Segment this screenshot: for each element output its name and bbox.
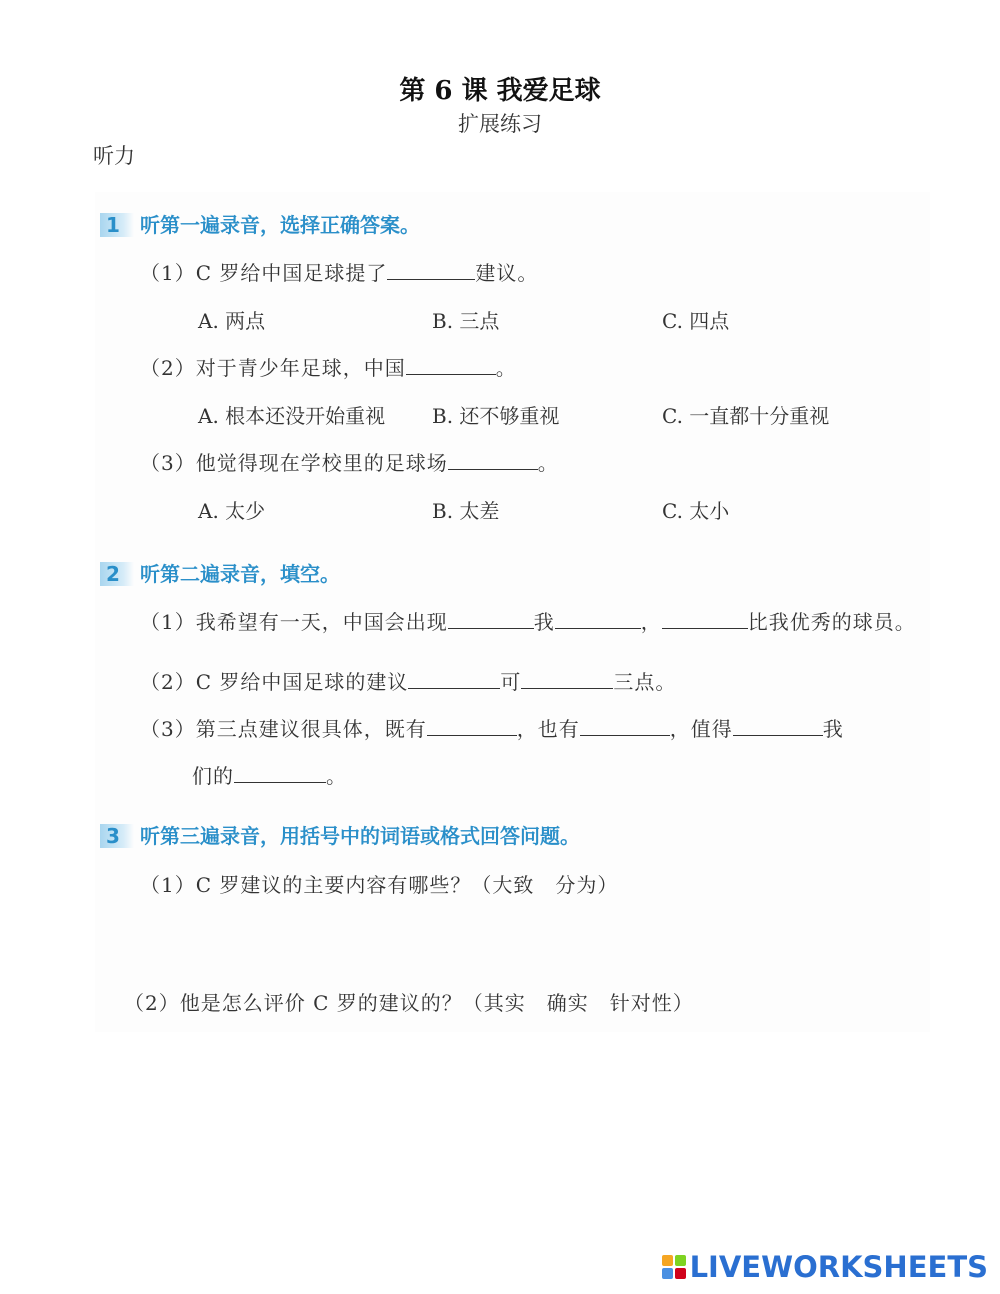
part2-q2 (140, 666, 676, 695)
part2-heading-text: 听第二遍录音，填空。 (140, 562, 340, 586)
part1-q1-suffix: 建议。 (475, 261, 539, 285)
part2-q3-blank4[interactable] (234, 762, 326, 783)
section-label: 听力 (93, 144, 135, 168)
part1-heading (100, 209, 420, 238)
part1-q1-blank[interactable] (387, 259, 475, 280)
part2-q2-blank2[interactable] (521, 668, 613, 689)
part3-q1-answer-area[interactable] (140, 905, 900, 975)
part1-q3-option-c[interactable]: C. 太小 (662, 499, 730, 523)
part2-number: 2 (100, 562, 134, 586)
part2-q3-text6: 。 (326, 764, 347, 788)
part2-q2-blank1[interactable] (408, 668, 500, 689)
part1-q3-prefix: （3）他觉得现在学校里的足球场 (140, 451, 448, 475)
part2-q1-text4: 比我优秀的球员。 (747, 610, 916, 634)
part1-q2-option-b[interactable]: B. 还不够重视 (432, 404, 560, 428)
part3-q2: （2）他是怎么评价 C 罗的建议的？（其实 确实 针对性） (124, 991, 694, 1015)
part1-q1-option-b[interactable]: B. 三点 (432, 309, 500, 333)
part2-q2-text2: 可 (500, 670, 522, 694)
logo-grid-icon (662, 1255, 686, 1279)
part2-heading (100, 558, 340, 587)
part1-q2 (140, 352, 517, 381)
part2-q3-blank1[interactable] (427, 715, 517, 736)
part2-q3-text4: 我 (822, 717, 844, 741)
part2-q1-blank2[interactable] (555, 608, 641, 629)
part3-q1: （1）C 罗建议的主要内容有哪些？（大致 分为） (140, 873, 619, 897)
part2-q3-blank3[interactable] (733, 715, 823, 736)
page-subtitle: 扩展练习 (458, 112, 542, 136)
part1-heading-text: 听第一遍录音，选择正确答案。 (140, 213, 420, 237)
brand-name: LIVEWORKSHEETS (689, 1250, 988, 1284)
part1-q1-option-c[interactable]: C. 四点 (662, 309, 730, 333)
part2-q1-text1: （1）我希望有一天，中国会出现 (140, 610, 448, 634)
part3-heading-text: 听第三遍录音，用括号中的词语或格式回答问题。 (140, 824, 580, 848)
part2-q1-text2: 我 (533, 610, 555, 634)
part2-q1-blank3[interactable] (662, 608, 748, 629)
part1-q2-prefix: （2）对于青少年足球，中国 (140, 356, 406, 380)
part1-q3-option-a[interactable]: A. 太少 (198, 499, 266, 523)
part2-q3-text1: （3）第三点建议很具体，既有 (140, 717, 427, 741)
part2-q1-text3: ， (640, 610, 662, 634)
part2-q2-text3: 三点。 (613, 670, 677, 694)
part1-q1 (140, 257, 538, 286)
part1-q3 (140, 447, 559, 476)
part1-q3-option-b[interactable]: B. 太差 (432, 499, 500, 523)
part2-q2-text1: （2）C 罗给中国足球的建议 (140, 670, 409, 694)
part2-q3-text3: ，值得 (669, 717, 733, 741)
liveworksheets-logo (662, 1250, 988, 1284)
part2-q3-text2: ，也有 (516, 717, 580, 741)
part2-q3-line2 (192, 760, 347, 789)
page-title: 第 6 课 我爱足球 (399, 76, 601, 106)
part2-q1-blank1[interactable] (448, 608, 534, 629)
part2-q3-text5: 们的 (192, 764, 234, 788)
part2-q3 (140, 713, 844, 742)
part1-q1-option-a[interactable]: A. 两点 (198, 309, 266, 333)
part1-q3-suffix: 。 (537, 451, 559, 475)
part1-q2-suffix: 。 (495, 356, 517, 380)
part1-q2-option-a[interactable]: A. 根本还没开始重视 (198, 404, 386, 428)
part1-number: 1 (100, 213, 134, 237)
part2-q1 (140, 606, 916, 635)
part3-number: 3 (100, 824, 134, 848)
part2-q3-blank2[interactable] (580, 715, 670, 736)
part3-heading (100, 820, 580, 849)
part1-q3-blank[interactable] (448, 449, 538, 470)
part1-q2-option-c[interactable]: C. 一直都十分重视 (662, 404, 830, 428)
part1-q2-blank[interactable] (406, 354, 496, 375)
part1-q1-prefix: （1）C 罗给中国足球提了 (140, 261, 388, 285)
